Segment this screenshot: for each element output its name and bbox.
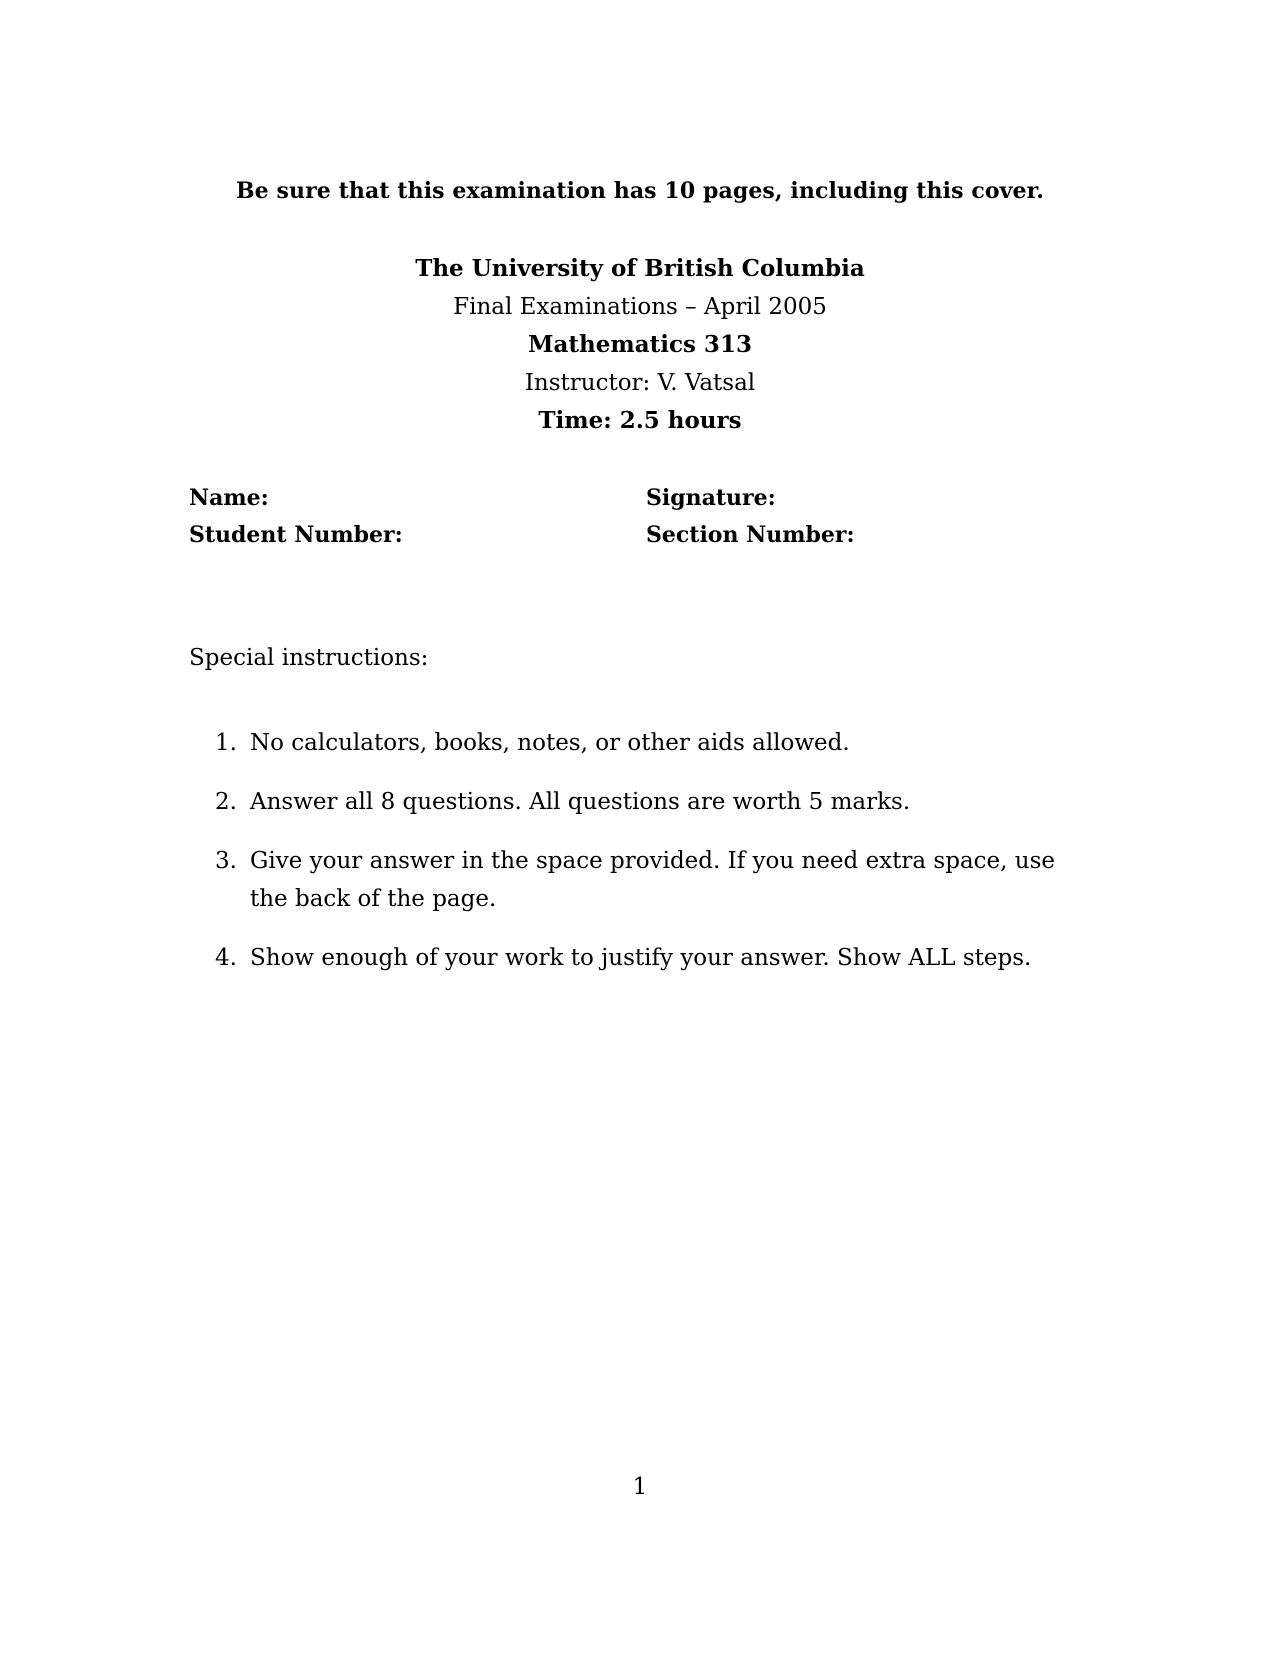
instructions-list [215, 724, 1095, 998]
page-count-notice: Be sure that this examination has 10 pages, including this cover. [235, 178, 1045, 204]
student-info-fields [189, 485, 1089, 559]
item-number: 1. [215, 730, 237, 756]
instructions-heading: Special instructions: [189, 645, 429, 671]
signature-label: Signature: [646, 485, 776, 511]
item-number: 3. [215, 848, 237, 874]
student-number-label: Student Number: [189, 522, 403, 548]
name-label: Name: [189, 485, 269, 511]
field-row [189, 522, 1089, 559]
item-number: 4. [215, 945, 237, 971]
course-title: Mathematics 313 [528, 331, 752, 358]
university-name: The University of British Columbia [415, 255, 865, 282]
list-item [215, 939, 1095, 977]
section-number-label: Section Number: [646, 522, 855, 548]
list-item [215, 842, 1095, 918]
item-number: 2. [215, 789, 237, 815]
instructor-line: Instructor: V. Vatsal [524, 370, 756, 396]
exam-header [0, 250, 1280, 440]
list-item [215, 783, 1095, 821]
item-text: Give your answer in the space provided. If you need extra space, use the back of the page. [250, 848, 1055, 912]
exam-duration: Time: 2.5 hours [538, 407, 742, 434]
page-number: 1 [632, 1474, 648, 1500]
exam-session: Final Examinations – April 2005 [453, 294, 827, 320]
item-text: Answer all 8 questions. All questions are worth 5 marks. [250, 789, 911, 815]
field-row [189, 485, 1089, 522]
item-text: No calculators, books, notes, or other aids allowed. [250, 730, 850, 756]
item-text: Show enough of your work to justify your answer. Show ALL steps. [250, 945, 1032, 971]
list-item [215, 724, 1095, 762]
